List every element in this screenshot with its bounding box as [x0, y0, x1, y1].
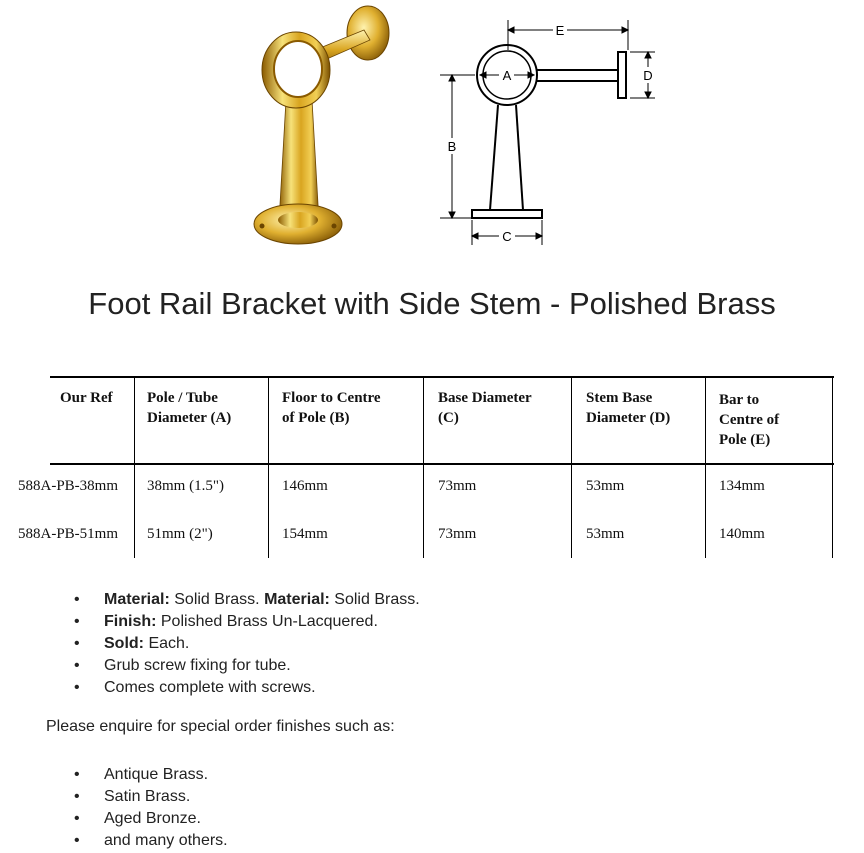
- feature-label: Material:: [264, 591, 330, 608]
- table-divider: [134, 376, 135, 558]
- product-photo: [240, 0, 430, 250]
- feature-text: Grub screw fixing for tube.: [104, 657, 291, 674]
- dimension-diagram: [430, 10, 670, 255]
- table-cell: 53mm: [586, 478, 625, 494]
- label-e: E: [555, 23, 565, 38]
- table-cell: 73mm: [438, 478, 477, 494]
- header-our-ref: [60, 388, 113, 408]
- spec-table: [0, 376, 864, 558]
- list-item: [74, 678, 420, 700]
- table-divider: [268, 376, 269, 558]
- feature-text: Each.: [144, 635, 190, 652]
- table-cell: 134mm: [719, 478, 765, 494]
- header-line: Diameter (A): [147, 410, 232, 426]
- list-item: • Satin Brass.: [74, 787, 228, 809]
- feature-text: Solid Brass.: [169, 591, 265, 608]
- list-item: • and many others.: [74, 831, 228, 853]
- table-cell: 140mm: [719, 526, 765, 542]
- header-pole-diameter: [147, 388, 231, 428]
- feature-label: Material:: [104, 591, 170, 608]
- list-item: [74, 590, 420, 612]
- table-divider: [571, 376, 572, 558]
- finishes-list: [74, 765, 228, 853]
- features-list: [74, 590, 420, 700]
- table-cell: 588A-PB-51mm: [18, 526, 119, 542]
- header-line: Floor to Centre: [282, 390, 381, 406]
- table-cell: 588A-PB-38mm: [18, 478, 119, 494]
- list-item: [74, 612, 420, 634]
- table-divider: [705, 376, 706, 558]
- feature-text: Solid Brass.: [329, 591, 420, 608]
- table-divider: [423, 376, 424, 558]
- label-a: A: [502, 68, 512, 83]
- enquire-text: Please enquire for special order finishes such as:: [46, 718, 395, 735]
- table-cell: 73mm: [438, 526, 477, 542]
- feature-label: Finish:: [104, 613, 157, 630]
- table-cell: 154mm: [282, 526, 328, 542]
- table-cell: 51mm (2"): [147, 526, 213, 542]
- table-header-border: [50, 463, 834, 465]
- feature-text: Polished Brass Un-Lacquered.: [156, 613, 378, 630]
- table-cell: 146mm: [282, 478, 328, 494]
- header-bar-to-centre: [719, 390, 779, 450]
- label-b: B: [447, 139, 457, 154]
- page-title: Foot Rail Bracket with Side Stem - Polished Brass: [88, 286, 776, 321]
- label-c: C: [502, 229, 512, 244]
- header-stem-base-diameter: [586, 388, 670, 428]
- table-top-border: [50, 376, 834, 378]
- label-d: D: [643, 68, 653, 83]
- list-item: • Aged Bronze.: [74, 809, 228, 831]
- header-line: Centre of: [719, 412, 780, 428]
- header-base-diameter: [438, 388, 532, 428]
- header-line: Bar to: [719, 392, 760, 408]
- table-divider: [832, 376, 833, 558]
- list-item: • Antique Brass.: [74, 765, 228, 787]
- feature-text: Comes complete with screws.: [104, 679, 316, 696]
- header-line: Pole (E): [719, 432, 771, 448]
- feature-label: Sold:: [104, 635, 144, 652]
- table-cell: 53mm: [586, 526, 625, 542]
- header-line: Base Diameter: [438, 390, 532, 406]
- header-line: Diameter (D): [586, 410, 671, 426]
- header-line: Our Ref: [60, 390, 113, 406]
- header-line: Pole / Tube: [147, 390, 218, 406]
- header-line: of Pole (B): [282, 410, 350, 426]
- list-item: [74, 634, 420, 656]
- list-item: [74, 656, 420, 678]
- header-line: (C): [438, 410, 459, 426]
- table-cell: 38mm (1.5"): [147, 478, 224, 494]
- header-line: Stem Base: [586, 390, 653, 406]
- header-floor-to-centre: [282, 388, 381, 428]
